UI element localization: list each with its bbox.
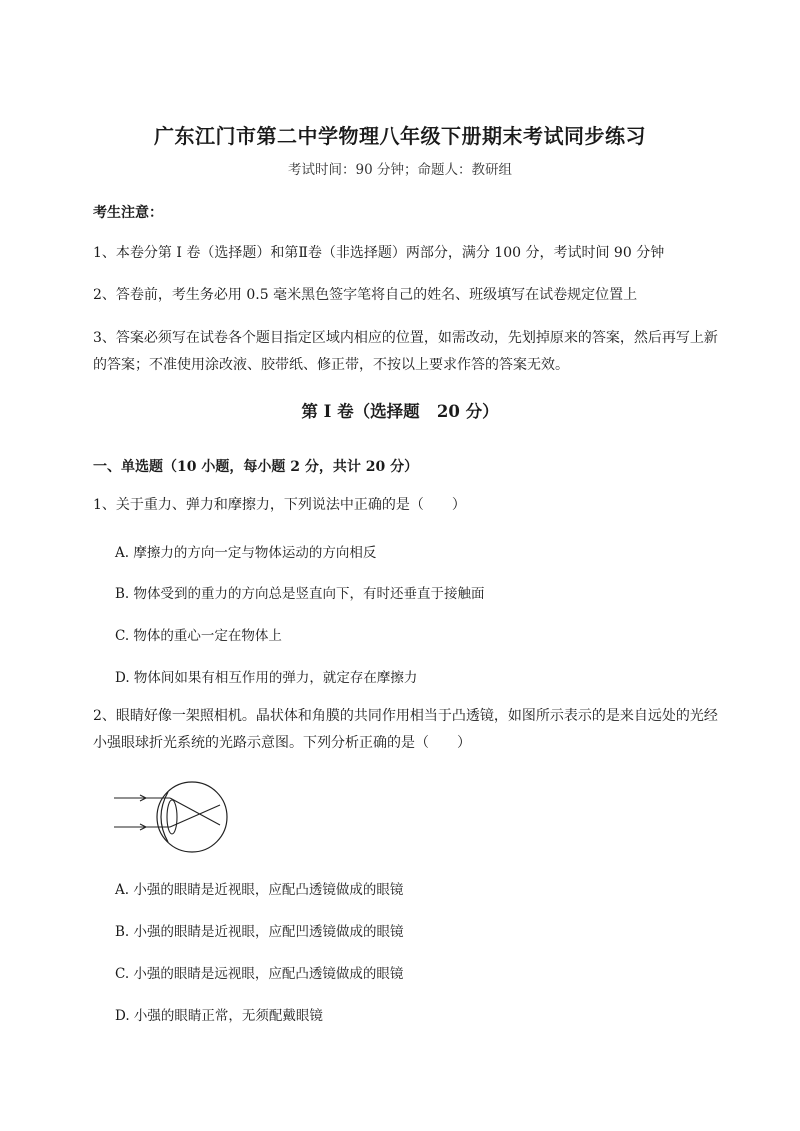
eye-light-path-figure bbox=[110, 775, 230, 857]
lens-outline bbox=[167, 800, 177, 834]
notice-item-1: 1、本卷分第 I 卷（选择题）和第Ⅱ卷（非选择题）两部分，满分 100 分，考试时间 90 分钟 bbox=[93, 245, 665, 261]
question-1-option-c: C. 物体的重心一定在物体上 bbox=[115, 628, 282, 644]
notice-item-2: 2、答卷前，考生务必用 0.5 毫米黑色签字笔将自己的姓名、班级填写在试卷规定位置上 bbox=[93, 287, 638, 303]
question-2-option-d: D. 小强的眼睛正常，无须配戴眼镜 bbox=[115, 1008, 323, 1024]
exam-subtitle: 考试时间：90 分钟；命题人：教研组 bbox=[288, 162, 512, 178]
question-2-option-b: B. 小强的眼睛是近视眼，应配凹透镜做成的眼镜 bbox=[115, 924, 404, 940]
notice-item-3: 3、答案必须写在试卷各个题目指定区域内相应的位置，如需改动，先划掉原来的答案，然后再写上新的答案；不准使用涂改液、胶带纸、修正带，不按以上要求作答的答案无效。 bbox=[93, 330, 718, 373]
question-1-option-a: A. 摩擦力的方向一定与物体运动的方向相反 bbox=[115, 545, 377, 561]
exam-title: 广东江门市第二中学物理八年级下册期末考试同步练习 bbox=[154, 124, 646, 148]
question-2-stem: 2、眼睛好像一架照相机。晶状体和角膜的共同作用相当于凸透镜，如图所示表示的是来自远处的光经小强眼球折光系统的光路示意图。下列分析正确的是（ ） bbox=[93, 708, 718, 751]
ray-top-refracted bbox=[170, 798, 220, 825]
part-heading: 一、单选题（10 小题，每小题 2 分，共计 20 分） bbox=[93, 459, 419, 475]
notice-label: 考生注意： bbox=[93, 205, 163, 221]
question-2-option-c: C. 小强的眼睛是远视眼，应配凸透镜做成的眼镜 bbox=[115, 966, 404, 982]
question-1-stem: 1、关于重力、弹力和摩擦力，下列说法中正确的是（ ） bbox=[93, 497, 466, 513]
section-title: 第 I 卷（选择题 20 分） bbox=[301, 402, 499, 421]
question-1-option-b: B. 物体受到的重力的方向总是竖直向下，有时还垂直于接触面 bbox=[115, 586, 485, 602]
question-1-option-d: D. 物体间如果有相互作用的弹力，就定存在摩擦力 bbox=[115, 670, 418, 686]
question-2-option-a: A. 小强的眼睛是近视眼，应配凸透镜做成的眼镜 bbox=[115, 882, 404, 898]
